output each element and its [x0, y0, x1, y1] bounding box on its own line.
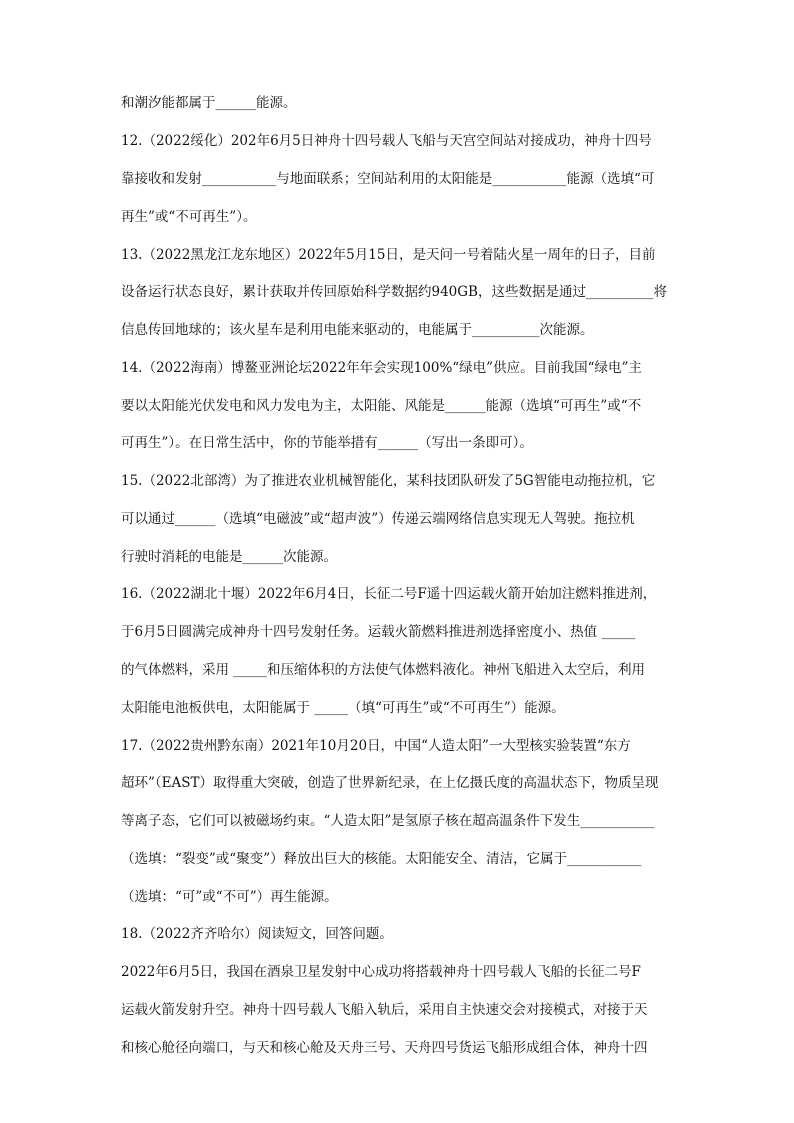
- question-13-line-3: 信息传回地球的；该火星车是利用电能来驱动的，电能属于__________次能源。: [121, 322, 594, 338]
- question-17-line-1: 17.（2022贵州黔东南）2021年10月20日，中国“人造太阳”一大型核实验装置“东方: [121, 738, 631, 754]
- passage-line-1: 2022年6月5日，我国在酒泉卫星发射中心成功将搭载神舟十四号载人飞船的长征二号F: [121, 964, 641, 980]
- question-15-line-1: 15.（2022北部湾）为了推进农业机械智能化，某科技团队研发了5G智能电动拖拉机，它: [121, 473, 656, 489]
- question-13-line-1: 13.（2022黑龙江龙东地区）2022年5月15日，是天问一号着陆火星一周年的日子，目前: [121, 247, 656, 263]
- question-17-line-4: （选填：“裂变”或“聚变”）释放出巨大的核能。太阳能安全、清洁，它属于___________: [121, 851, 642, 867]
- question-14-line-3: 可再生”）。在日常生活中，你的节能举措有______（写出一条即可）。: [121, 435, 533, 451]
- question-13-line-2: 设备运行状态良好，累计获取并传回原始科学数据约940GB，这些数据是通过__________将: [121, 284, 667, 300]
- passage-line-2: 运载火箭发射升空。神舟十四号载人飞船入轨后，采用自主快速交会对接模式，对接于天: [121, 1002, 648, 1018]
- question-15-line-3: 行驶时消耗的电能是______次能源。: [121, 549, 337, 565]
- question-14-line-2: 要以太阳能光伏发电和风力发电为主，太阳能、风能是______能源（选填“可再生”或“不: [121, 398, 642, 414]
- question-17-line-5: （选填：“可”或“不可”）再生能源。: [121, 889, 338, 905]
- question-12-line-1: 12.（2022绥化）202年6月5日神舟十四号载人飞船与天宫空间站对接成功，神舟十四号: [121, 133, 652, 149]
- question-14-line-1: 14.（2022海南）博鳌亚洲论坛2022年年会实现100%“绿电”供应。目前我国“绿电”主: [121, 360, 642, 376]
- question-18-heading: 18.（2022齐齐哈尔）阅读短文，回答问题。: [121, 926, 393, 942]
- question-17-line-3: 等离子态，它们可以被磁场约束。“人造太阳”是氢原子核在超高温条件下发生___________: [121, 813, 655, 829]
- question-12-line-2: 靠接收和发射___________与地面联系；空间站利用的太阳能是___________能源（选填“可: [121, 171, 655, 187]
- question-16-line-4: 太阳能电池板供电，太阳能属于 _____（填“可再生”或“不可再生”）能源。: [121, 700, 565, 716]
- text-line: 和潮汐能都属于______能源。: [121, 95, 297, 111]
- question-15-line-2: 可以通过______（选填“电磁波”或“超声波”）传递云端网络信息实现无人驾驶。拖拉机: [121, 511, 635, 527]
- question-12-line-3: 再生”或“不可再生”）。: [121, 209, 257, 225]
- question-16-line-3: 的气体燃料，采用 _____和压缩体积的方法使气体燃料液化。神州飞船进入太空后，利用: [121, 662, 646, 678]
- question-16-line-2: 于6月5日圆满完成神舟十四号发射任务。运载火箭燃料推进剂选择密度小、热值 _____: [121, 624, 636, 640]
- question-17-line-2: 超环”（EAST）取得重大突破，创造了世界新纪录，在上亿摄氏度的高温状态下，物质呈现: [121, 775, 659, 791]
- passage-line-3: 和核心舱径向端口，与天和核心舱及天舟三号、天舟四号货运飞船形成组合体，神舟十四: [121, 1040, 648, 1056]
- question-16-line-1: 16.（2022湖北十堰）2022年6月4日，长征二号F遥十四运载火箭开始加注燃料推进剂，: [121, 586, 657, 602]
